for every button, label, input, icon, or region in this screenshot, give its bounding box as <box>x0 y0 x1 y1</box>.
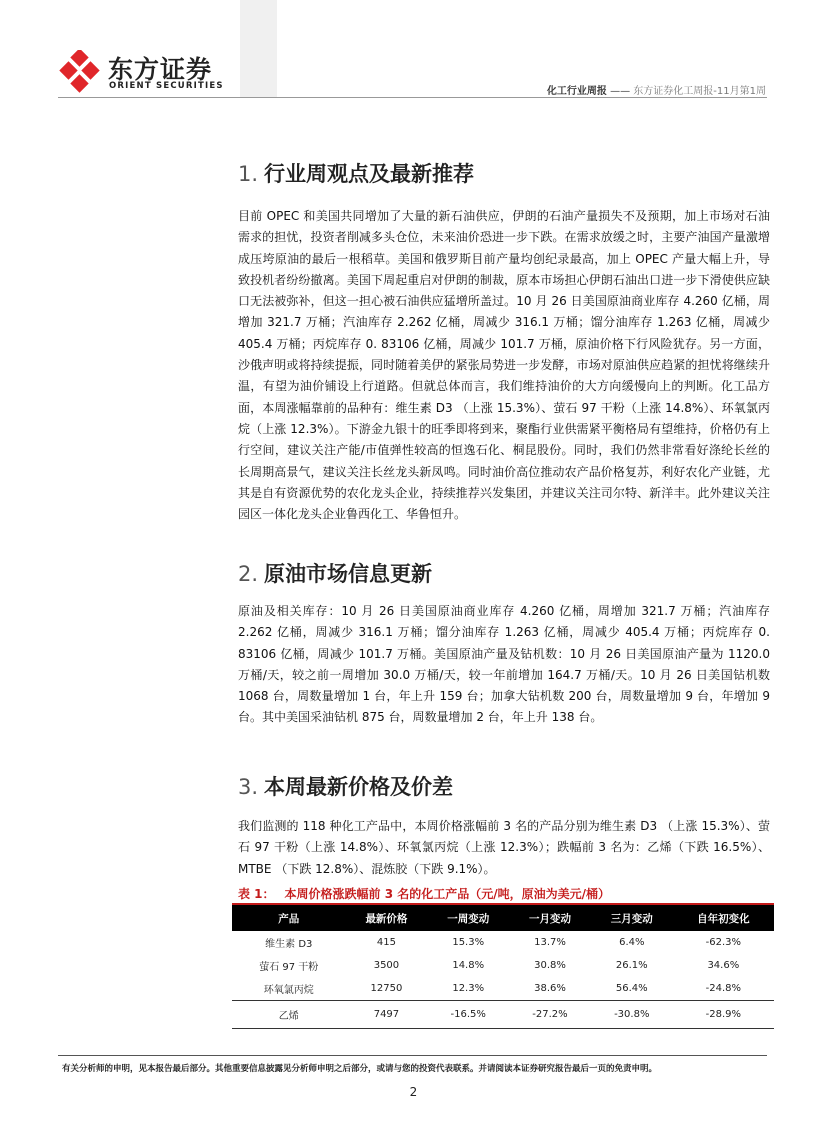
table-row <box>232 977 774 1001</box>
report-type: 化工行业周报 <box>546 86 607 97</box>
column-header: 三月变动 <box>591 905 673 931</box>
report-header-title <box>547 82 766 97</box>
column-header: 产品 <box>232 905 346 931</box>
table-cell: 萤石 97 干粉 <box>259 962 319 973</box>
footer-divider <box>58 1055 767 1056</box>
table-cell: 12.3% <box>452 983 485 994</box>
table-cell: -30.8% <box>591 1001 673 1029</box>
table-cell: 14.8% <box>452 960 485 971</box>
table-cell: 维生素 D3 <box>265 939 313 950</box>
section-title: 原油市场信息更新 <box>264 562 433 586</box>
footer-disclaimer: 有关分析师的申明，见本报告最后部分。其他重要信息披露见分析师申明之后部分，或请与您的投资代表联系。并请阅读本证券研究报告最后一页的免责申明。 <box>62 1064 658 1074</box>
table-row <box>232 954 774 977</box>
section-3-paragraph: 我们监测的 118 种化工产品中，本周价格涨幅前 3 名的产品分别为维生素 D3 （上涨 15.3%）、萤石 97 干粉（上涨 14.8%）、环氧氯丙烷（上涨 12.3%）；跌幅前 3 名为：乙烯（下跌 16.5%）、MTBE （下跌 12.8%）、混炼胶（下跌 9.1%）。 <box>238 819 770 876</box>
logo-mark-icon <box>58 50 102 94</box>
logo-chinese-text: 东方证券 <box>108 55 213 84</box>
table-cell: -27.2% <box>509 1001 591 1029</box>
section-number: 1. <box>238 162 259 186</box>
table-cell: 13.7% <box>534 937 566 948</box>
logo-english-text: ORIENT SECURITIES <box>109 81 224 91</box>
section-1-paragraph: 目前 OPEC 和美国共同增加了大量的新石油供应，伊朗的石油产量损失不及预期，加上市场对石油需求的担忧，投资者削减多头仓位，未来油价恐进一步下跌。在需求放缓之时，主要产油国产量激增成压垮原油的最后一根稻草。美国和俄罗斯目前产量均创纪录最高，加上 OPEC 产量大幅上升，导致投机者纷纷撤离。美国下周起重启对伊朗的制裁，原本市场担心伊朗石油出口进一步下滑使供应缺口无法被弥补，但这一担心被石油供应猛增所盖过。10 月 26 日美国原油商业库存 4.260 亿桶，周增加 321.7 万桶；汽油库存 2.262 亿桶，周减少 316.1 万桶；馏分油库存 1.263 亿桶，周减少 405.4 万桶；丙烷库存 0. 83106 亿桶，周减少 101.7 万桶，原油价格下行风险犹存。另一方面，沙俄声明或将持续提振，同时随着美伊的紧张局势进一步发酵，市场对原油供应趋紧的担忧将继续升温，有望为油价铺设上行道路。但就总体而言，我们维持油价的大方向缓慢向上的判断。化工品方面，本周涨幅靠前的品种有：维生素 D3 （上涨 15.3%）、萤石 97 干粉（上涨 14.8%）、环氧氯丙烷（上涨 12.3%）。下游金九银十的旺季即将到来，聚酯行业供需紧平衡格局有望维持，价格仍有上行空间，建议关注产能/市值弹性较高的恒逸石化、桐昆股份。同时，我们仍然非常看好涤纶长丝的长周期高景气，建议关注长丝龙头新凤鸣。同时油价高位推动农产品价格复苏，利好农化产业链，尤其是自有资源优势的农化龙头企业，持续推荐兴发集团，并建议关注司尔特、新洋丰。此外建议关注园区一体化龙头企业鲁西化工、华鲁恒升。 <box>238 209 770 522</box>
section-title: 本周最新价格及价差 <box>264 775 454 799</box>
table-cell: 26.1% <box>615 960 648 971</box>
page-number: 2 <box>409 1085 418 1099</box>
price-change-table <box>232 905 774 1029</box>
table-row <box>232 1001 774 1029</box>
table-cell: 环氧氯丙烷 <box>263 985 314 996</box>
report-subtitle: 东方证券化工周报-11月第1周 <box>633 86 766 97</box>
table-cell: 3500 <box>373 960 400 971</box>
table-cell: -62.3% <box>705 937 742 948</box>
table-cell: 7497 <box>346 1001 428 1029</box>
header-divider <box>58 97 767 98</box>
table-cell: -16.5% <box>427 1001 509 1029</box>
column-header: 一月变动 <box>509 905 591 931</box>
section-number: 2. <box>238 562 259 586</box>
table-label: 表 1： <box>238 887 275 901</box>
table-cell: 15.3% <box>452 937 485 948</box>
section-1-heading <box>238 158 474 188</box>
table-cell: 乙烯 <box>232 1001 346 1029</box>
table-header-row <box>232 905 774 931</box>
column-header: 一周变动 <box>427 905 509 931</box>
table-cell: -28.9% <box>673 1001 774 1029</box>
company-logo <box>58 48 248 98</box>
header-separator: —— <box>610 86 631 97</box>
section-title: 行业周观点及最新推荐 <box>264 162 475 186</box>
table-title: 本周价格涨跌幅前 3 名的化工产品（元/吨，原油为美元/桶） <box>284 887 611 901</box>
table-cell: 38.6% <box>534 983 566 994</box>
column-header: 自年初变化 <box>673 905 774 931</box>
section-2-paragraph: 原油及相关库存：10 月 26 日美国原油商业库存 4.260 亿桶，周增加 321.7 万桶；汽油库存 2.262 亿桶，周减少 316.1 万桶；馏分油库存 1.263 亿桶，周减少 405.4 万桶；丙烷库存 0. 83106 亿桶，周减少 101.7 万桶。美国原油产量及钻机数：10 月 26 日美国原油产量为 1120.0 万桶/天，较之前一周增加 30.0 万桶/天，较一年前增加 164.7 万桶/天。10 月 26 日美国钻机数 1068 台，周数量增加 1 台，年上升 159 台；加拿大钻机数 200 台，周数量增加 9 台，年增加 9 台。其中美国采油钻机 875 台，周数量增加 2 台，年上升 138 台。 <box>238 604 770 725</box>
table-cell: 56.4% <box>615 983 648 994</box>
column-header: 最新价格 <box>346 905 428 931</box>
section-2-heading <box>238 558 432 588</box>
table-cell: -24.8% <box>705 983 742 994</box>
table-cell: 12750 <box>370 983 403 994</box>
table-cell: 415 <box>376 937 396 948</box>
table-cell: 34.6% <box>707 960 740 971</box>
table-cell: 6.4% <box>619 937 645 948</box>
table-caption <box>238 885 610 902</box>
table-row <box>232 931 774 954</box>
table-cell: 30.8% <box>534 960 566 971</box>
section-3-heading <box>238 771 453 801</box>
section-number: 3. <box>238 775 259 799</box>
